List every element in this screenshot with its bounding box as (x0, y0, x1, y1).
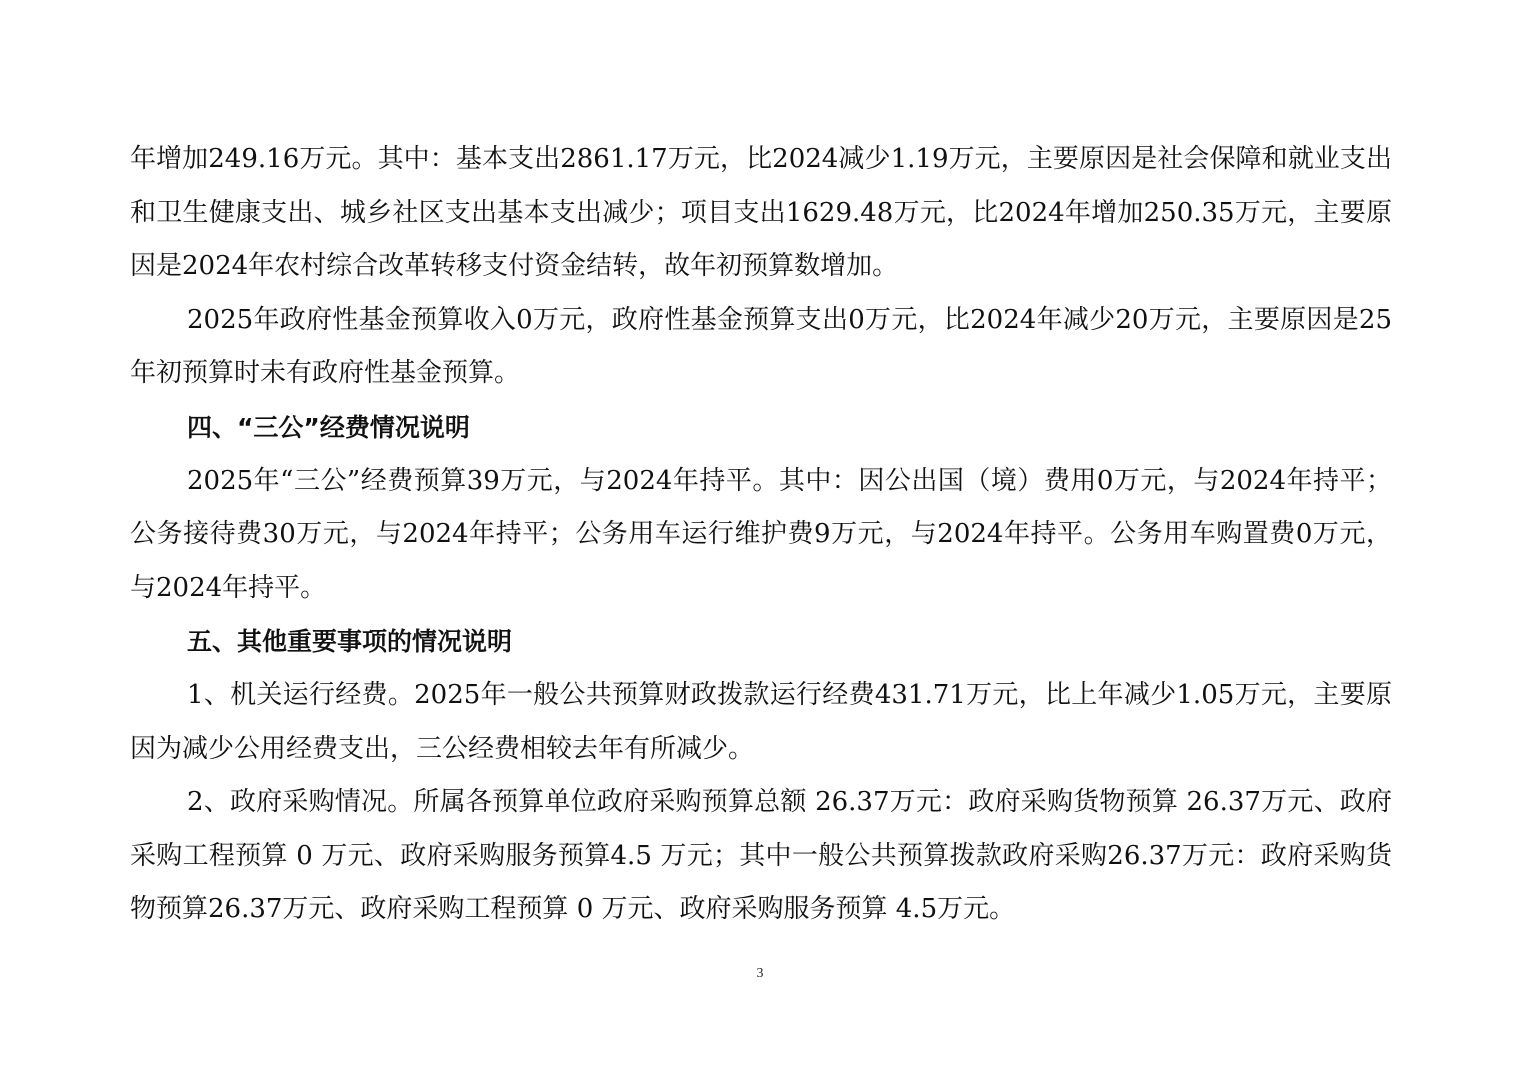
section-heading-other-matters: 五、其他重要事项的情况说明 (187, 627, 513, 657)
section-heading-three-public: 四、“三公”经费情况说明 (187, 412, 470, 442)
paragraph-budget-expenditure: 年增加249.16万元。其中：基本支出2861.17万元，比2024减少1.19万元，主要原因是社会保障和就业支出和卫生健康支出、城乡社区支出基本支出减少；项目支出1629.48万元，比2024年增加250.35万元，主要原因是2024年农村综合改革转移支付资金结转，故年初预算数增加。 (130, 144, 1392, 282)
document-body (130, 133, 1392, 937)
paragraph-government-fund: 2025年政府性基金预算收入0万元，政府性基金预算支出0万元，比2024年减少20万元，主要原因是25年初预算时未有政府性基金预算。 (130, 304, 1392, 389)
paragraph-operating-funds: 1、机关运行经费。2025年一般公共预算财政拨款运行经费431.71万元，比上年减少1.05万元，主要原因为减少公用经费支出，三公经费相较去年有所减少。 (130, 679, 1392, 764)
paragraph-procurement: 2、政府采购情况。所属各预算单位政府采购预算总额 26.37万元：政府采购货物预算 26.37万元、政府采购工程预算 0 万元、政府采购服务预算4.5 万元；其中一般公共预算拨款政府采购26.37万元：政府采购货物预算26.37万元、政府采购工程预算 0 万元、政府采购服务预算 4.5万元。 (130, 787, 1392, 925)
page-number: 3 (756, 966, 764, 981)
paragraph-three-public-budget: 2025年“三公”经费预算39万元，与2024年持平。其中：因公出国（境）费用0万元，与2024年持平；公务接待费30万元，与2024年持平；公务用车运行维护费9万元，与2024年持平。公务用车购置费0万元，与2024年持平。 (130, 465, 1392, 603)
